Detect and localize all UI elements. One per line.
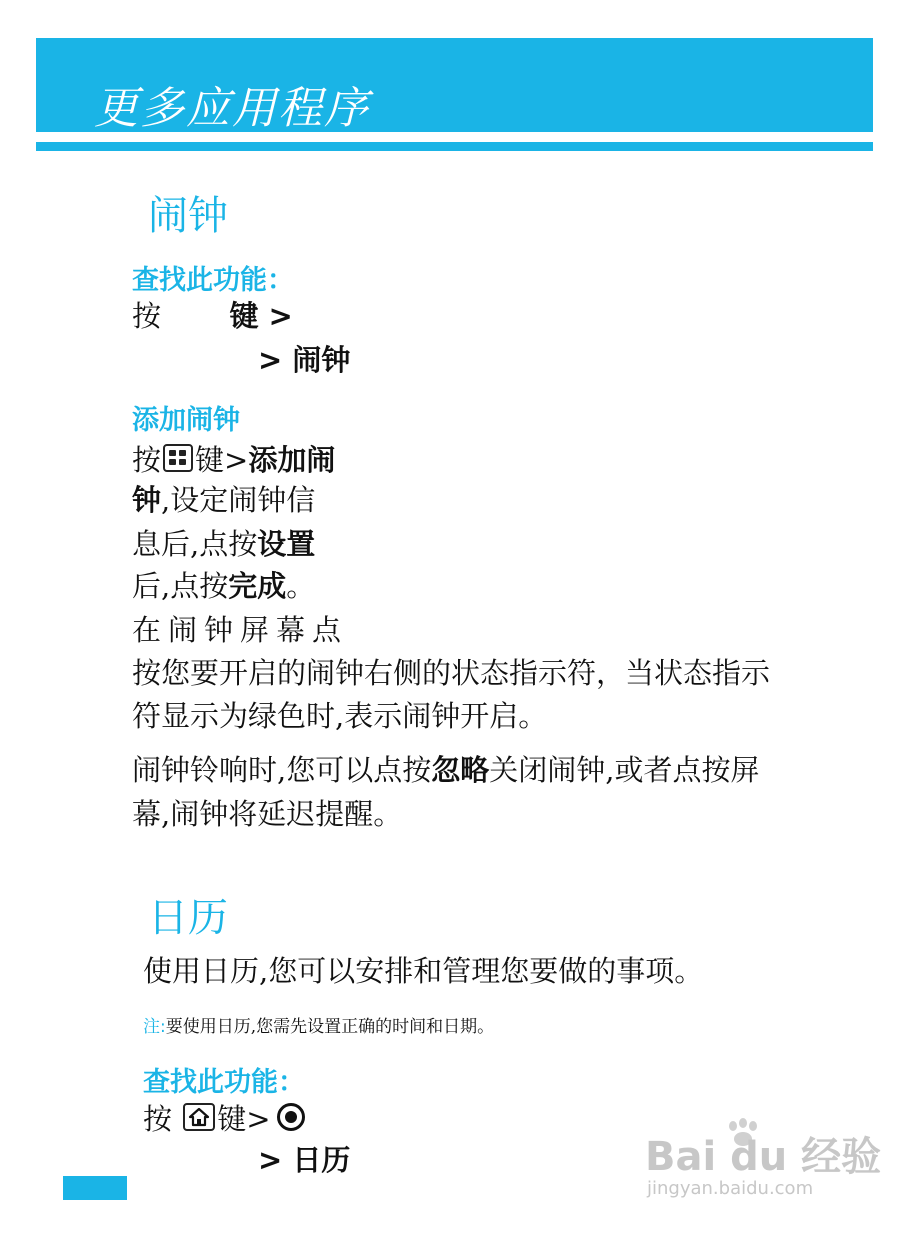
text: 键> <box>217 1102 271 1136</box>
page-number-tab <box>63 1176 127 1200</box>
text: 按 <box>143 1102 173 1136</box>
calendar-find-line-1 <box>143 1103 305 1134</box>
calendar-intro: 使用日历,您可以安排和管理您要做的事项。 <box>143 954 704 988</box>
text: 设置 <box>257 527 316 561</box>
text: 息后,点按 <box>132 527 258 561</box>
text: 钟 <box>132 483 162 517</box>
note-text: 要使用日历,您需先设置正确的时间和日期。 <box>165 1017 495 1037</box>
page-title: 更多应用程序 <box>94 83 370 134</box>
header-divider <box>36 142 873 151</box>
watermark-url: jingyan.baidu.com <box>647 1178 814 1199</box>
watermark-brand: Bai du 经验 <box>645 1134 882 1180</box>
alarm-find-line-2: > 闹钟 <box>258 343 351 377</box>
add-alarm-line-7: 符显示为绿色时,表示闹钟开启。 <box>132 699 548 733</box>
alarm-ring-line-1 <box>132 753 760 787</box>
add-alarm-line-6: 按您要开启的闹钟右侧的状态指示符，当状态指示 <box>132 656 771 690</box>
text: 按 <box>132 299 162 333</box>
radio-button-icon <box>277 1103 305 1131</box>
text: 完成 <box>228 569 287 603</box>
calendar-section-title: 日历 <box>148 895 228 941</box>
add-alarm-line-4 <box>132 569 316 603</box>
add-alarm-label: 添加闹钟 <box>132 405 240 436</box>
calendar-find-line-2: > 日历 <box>258 1143 351 1177</box>
add-alarm-line-1 <box>132 444 335 475</box>
add-alarm-line-2 <box>132 483 316 517</box>
note-label: 注: <box>143 1017 166 1037</box>
alarm-section-title: 闹钟 <box>148 193 228 239</box>
text: ,设定闹钟信 <box>161 483 316 517</box>
home-icon <box>183 1103 215 1131</box>
add-alarm-line-5: 在闹钟屏幕点 <box>132 613 349 647</box>
watermark <box>645 1125 881 1199</box>
alarm-ring-line-2: 幕,闹钟将延迟提醒。 <box>132 797 403 831</box>
text: 添加闹 <box>248 443 336 477</box>
grid-menu-icon <box>163 444 193 472</box>
text: 按 <box>132 443 162 477</box>
text: 后,点按 <box>132 569 229 603</box>
text: 闹钟铃响时,您可以点按 <box>132 753 432 787</box>
text: 键 > <box>229 299 293 333</box>
calendar-note <box>143 1012 494 1037</box>
alarm-find-line-1 <box>132 299 293 333</box>
text: 。 <box>286 569 316 603</box>
add-alarm-line-3 <box>132 527 316 561</box>
text: 键> <box>195 443 249 477</box>
text: 忽略 <box>431 753 490 787</box>
calendar-find-label: 查找此功能： <box>143 1067 305 1098</box>
text: 关闭闹钟,或者点按屏 <box>489 753 760 787</box>
alarm-find-label: 查找此功能： <box>132 265 294 296</box>
